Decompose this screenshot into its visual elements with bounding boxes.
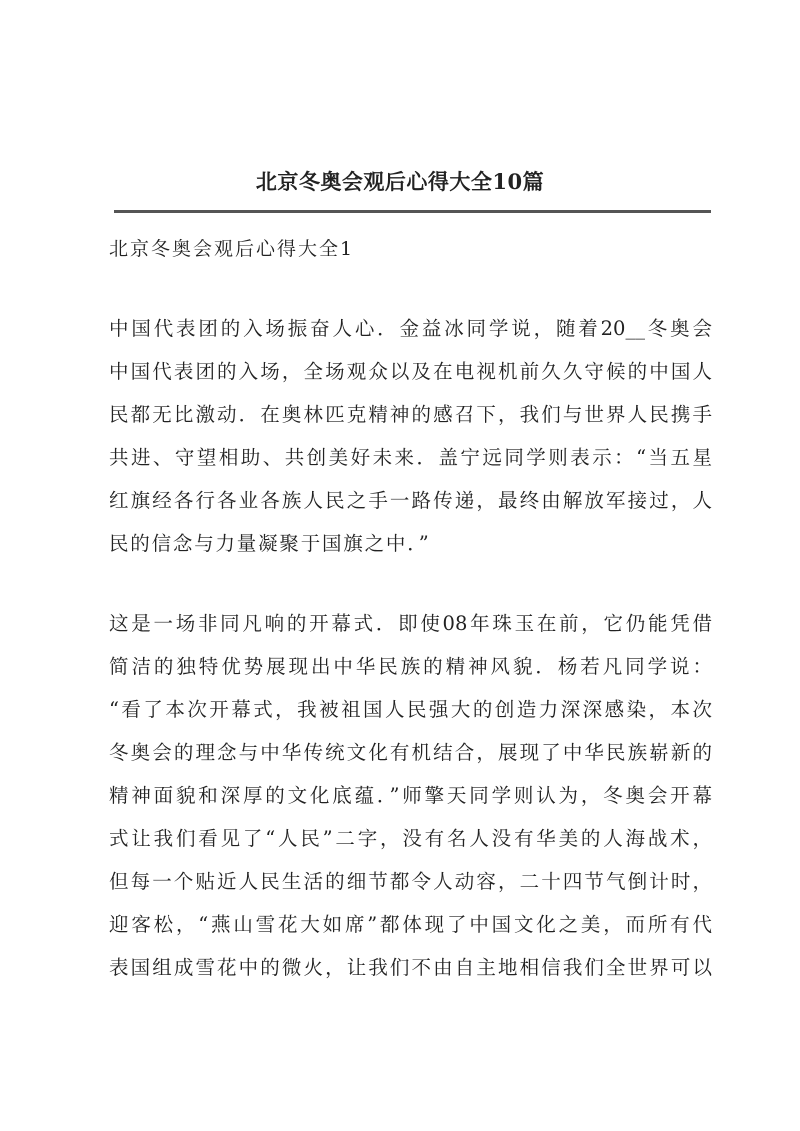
text-line: 红旗经各行各业各族人民之手一路传递，最终由解放军接过，人 bbox=[109, 489, 712, 512]
section-heading: 北京冬奥会观后心得大全1 bbox=[109, 238, 355, 260]
text-line: 中国代表团的入场，全场观众以及在电视机前久久守候的中国人 bbox=[109, 360, 712, 383]
text-line: 精神面貌和深厚的文化底蕴．”师擎天同学则认为，冬奥会开幕 bbox=[109, 784, 712, 807]
text-line: 表国组成雪花中的微火，让我们不由自主地相信我们全世界可以 bbox=[109, 956, 712, 979]
text-line: 冬奥会的理念与中华传统文化有机结合，展现了中华民族崭新的 bbox=[109, 741, 712, 764]
text-line: 这是一场非同凡响的开幕式．即使08年珠玉在前，它仍能凭借 bbox=[109, 612, 712, 635]
paragraph-2 bbox=[109, 602, 712, 989]
text-line: 简洁的独特优势展现出中华民族的精神风貌．杨若凡同学说： bbox=[109, 655, 712, 678]
text-line: 中国代表团的入场振奋人心．金益冰同学说，随着20__冬奥会 bbox=[109, 317, 712, 340]
text-line: “看了本次开幕式，我被祖国人民强大的创造力深深感染，本次 bbox=[109, 698, 712, 721]
text-line: 迎客松，“燕山雪花大如席”都体现了中国文化之美，而所有代 bbox=[109, 913, 712, 936]
paragraph-1 bbox=[109, 307, 712, 565]
text-line: 但每一个贴近人民生活的细节都令人动容，二十四节气倒计时， bbox=[109, 870, 712, 893]
text-line: 共进、守望相助、共创美好未来．盖宁远同学则表示：“当五星 bbox=[109, 446, 712, 469]
document-title: 北京冬奥会观后心得大全10篇 bbox=[255, 169, 545, 194]
text-line: 民的信念与力量凝聚于国旗之中．” bbox=[109, 532, 431, 555]
title-divider bbox=[114, 210, 711, 213]
text-line: 民都无比激动．在奥林匹克精神的感召下，我们与世界人民携手 bbox=[109, 403, 712, 426]
text-line: 式让我们看见了“人民”二字，没有名人没有华美的人海战术， bbox=[109, 827, 712, 850]
